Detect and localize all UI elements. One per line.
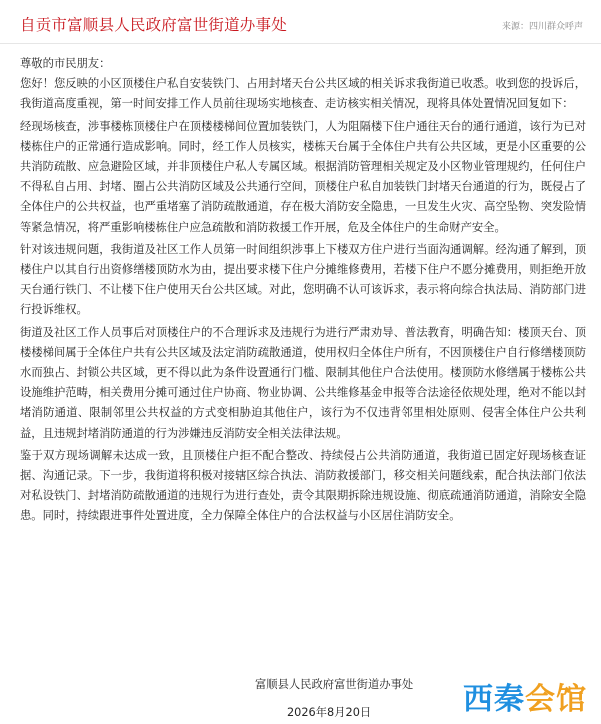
signature-organization: 富顺县人民政府富世街道办事处 (255, 678, 414, 691)
letter-body (20, 54, 586, 529)
logo-text-secondary: 会馆 (525, 682, 587, 717)
letter-paragraph-4: 街道及社区工作人员事后对顶楼住户的不合理诉求及违规行为进行严肃劝导、普法教育，明确告知：楼顶天台、顶楼楼梯间属于全体住户共有公共区域及法定消防疏散通道，使用权归全体住户所有，不因顶楼住户自行修缮楼顶防水而独占、封锁公共区域，更不得以此为条件设置通行门槛、限制其他住户合法使用。楼顶防水修缮属于楼栋公共设施维护范畴，相关费用分摊可通过住户协商、物业协调、公共维修基金申报等合法途径依规处理，绝对不能以封堵消防通道、限制邻里公共权益的方式变相胁迫其他住户，该行为不仅违背邻里相处原则、侵害全体住户公共利益，且违规封堵消防通道的行为涉嫌违反消防安全相关法律法规。 (20, 325, 586, 440)
letter-paragraph-1: 您好！您反映的小区顶楼住户私自安装铁门、占用封堵天台公共区域的相关诉求我街道已收悉。收到您的投诉后，我街道高度重视，第一时间安排工作人员前往现场实地核查、走访核实相关情况，现将具体处置情况回复如下： (20, 77, 586, 111)
letter-greeting: 尊敬的市民朋友： (20, 57, 111, 70)
page-title: 自贡市富顺县人民政府富世街道办事处 (20, 16, 287, 34)
letter-paragraph-5: 鉴于双方现场调解未达成一致，且顶楼住户拒不配合整改、持续侵占公共消防通道，我街道已固定好现场核查证据、沟通记录。下一步，我街道将积极对接辖区综合执法、消防救援部门，移交相关问题线索，配合执法部门依法对私设铁门、封堵消防疏散通道的违规行为进行查处，责令其限期拆除违规设施、彻底疏通消防通道，消除安全隐患。同时，持续跟进事件处置进度，全力保障全体住户的合法权益与小区居住消防安全。 (20, 448, 586, 523)
logo-text-primary: 西秦 (463, 682, 525, 717)
site-logo (463, 674, 587, 718)
source-label: 来源：四川群众呼声 (501, 22, 583, 32)
page-header (0, 0, 601, 44)
signature-date: 2026年8月20日 (287, 706, 372, 719)
letter-paragraph-3: 针对该违规问题，我街道及社区工作人员第一时间组织涉事上下楼双方住户进行当面沟通调解。经沟通了解到，顶楼住户以其自行出资修缮楼顶防水为由，提出要求楼下住户分摊维修费用，若楼下住户不愿分摊费用，则拒绝开放天台通行铁门、不让楼下住户使用天台公共区域。对此，您明确不认可该诉求，表示将向综合执法局、消防部门进行投诉维权。 (20, 242, 586, 317)
letter-paragraph-2: 经现场核查，涉事楼栋顶楼住户在顶楼楼梯间位置加装铁门，人为阻隔楼下住户通往天台的通行通道，该行为已对楼栋住户的正常通行造成影响。同时，经工作人员核实，楼栋天台属于全体住户共有公共区域，更是小区重要的公共消防疏散、应急避险区域，并非顶楼住户私人专属区域。根据消防管理相关规定及小区物业管理规约，任何住户不得私自占用、封堵、圈占公共消防区域及公共通行空间，顶楼住户私自加装铁门封堵天台通道的行为，既侵占了全体住户的公共权益，也严重堵塞了消防疏散通道，存在极大消防安全隐患，一旦发生火灾、高空坠物、突发险情等紧急情况，将严重影响楼栋住户应急疏散和消防救援工作开展，危及全体住户的生命财产安全。 (20, 119, 586, 234)
